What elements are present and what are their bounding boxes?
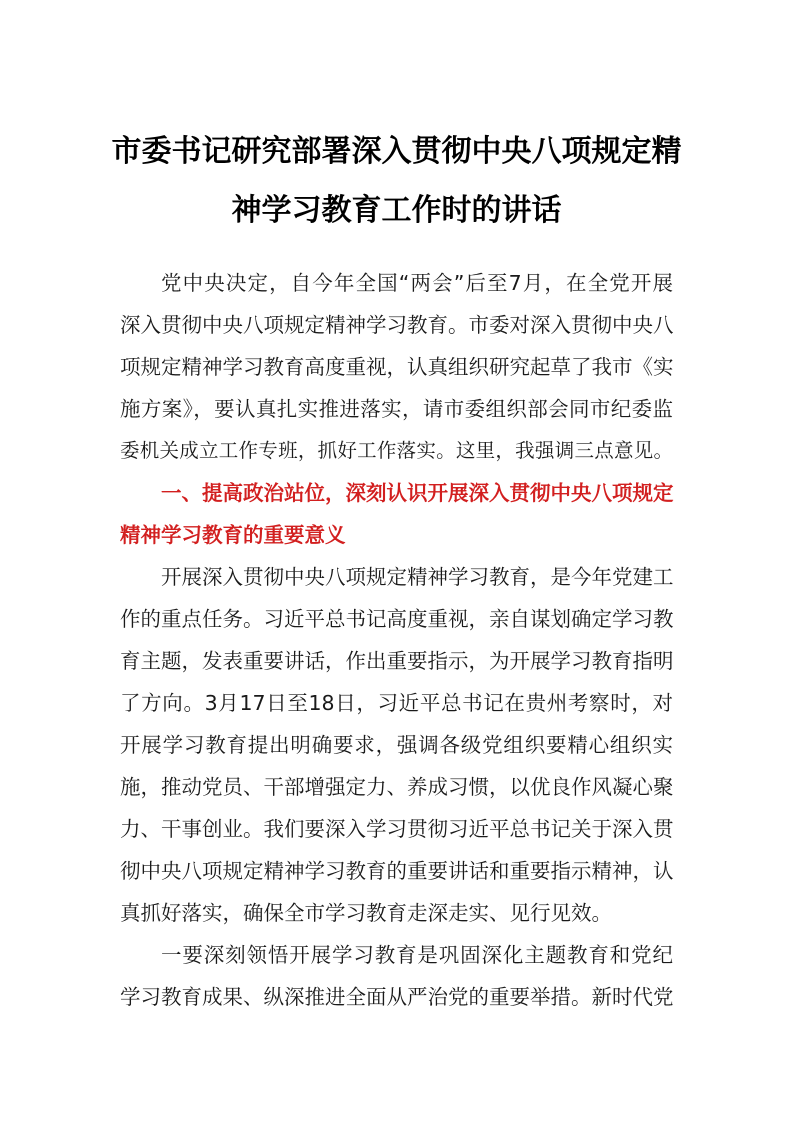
- paragraph-2-line-6: 施，推动党员、干部增强定力、养成习惯，以优良作风凝心聚: [120, 775, 674, 799]
- paragraph-3-line-2: 学习教育成果、纵深推进全面从严治党的重要举措。新时代党: [120, 985, 674, 1009]
- document-title-line-2: 神学习教育工作时的讲话: [231, 193, 562, 228]
- paragraph-2-line-1: 开展深入贯彻中央八项规定精神学习教育，是今年党建工: [161, 565, 674, 589]
- document-title-line-1: 市委书记研究部署深入贯彻中央八项规定精: [111, 134, 682, 169]
- paragraph-2-line-8: 彻中央八项规定精神学习教育的重要讲话和重要指示精神，认: [120, 859, 674, 883]
- paragraph-2-line-5: 开展学习教育提出明确要求，强调各级党组织要精心组织实: [120, 733, 673, 757]
- paragraph-1-line-5: 委机关成立工作专班，抓好工作落实。这里，我强调三点意见。: [120, 439, 673, 462]
- section-heading-1-line-2: 精神学习教育的重要意义: [120, 523, 346, 547]
- paragraph-2-line-7: 力、干事创业。我们要深入学习贯彻习近平总书记关于深入贯: [120, 817, 674, 841]
- paragraph-1-line-1: 党中央决定，自今年全国“两会”后至7月，在全党开展: [161, 271, 673, 295]
- paragraph-1-line-3: 项规定精神学习教育高度重视，认真组织研究起草了我市《实: [120, 355, 674, 379]
- section-heading-1-line-1: 一、提高政治站位，深刻认识开展深入贯彻中央八项规定: [161, 481, 674, 505]
- paragraph-2-line-9: 真抓好落实，确保全市学习教育走深走实、见行见效。: [120, 901, 612, 925]
- paragraph-3-line-1: 一要深刻领悟开展学习教育是巩固深化主题教育和党纪: [161, 943, 673, 967]
- paragraph-2-line-2: 作的重点任务。习近平总书记高度重视，亲自谋划确定学习教: [120, 607, 674, 631]
- paragraph-1-line-2: 深入贯彻中央八项规定精神学习教育。市委对深入贯彻中央八: [120, 313, 674, 337]
- paragraph-1-line-4: 施方案》，要认真扎实推进落实，请市委组织部会同市纪委监: [120, 397, 673, 421]
- paragraph-2-line-3: 育主题，发表重要讲话，作出重要指示，为开展学习教育指明: [120, 649, 674, 673]
- paragraph-2-line-4: 了方向。3月17日至18日，习近平总书记在贵州考察时，对: [120, 691, 673, 715]
